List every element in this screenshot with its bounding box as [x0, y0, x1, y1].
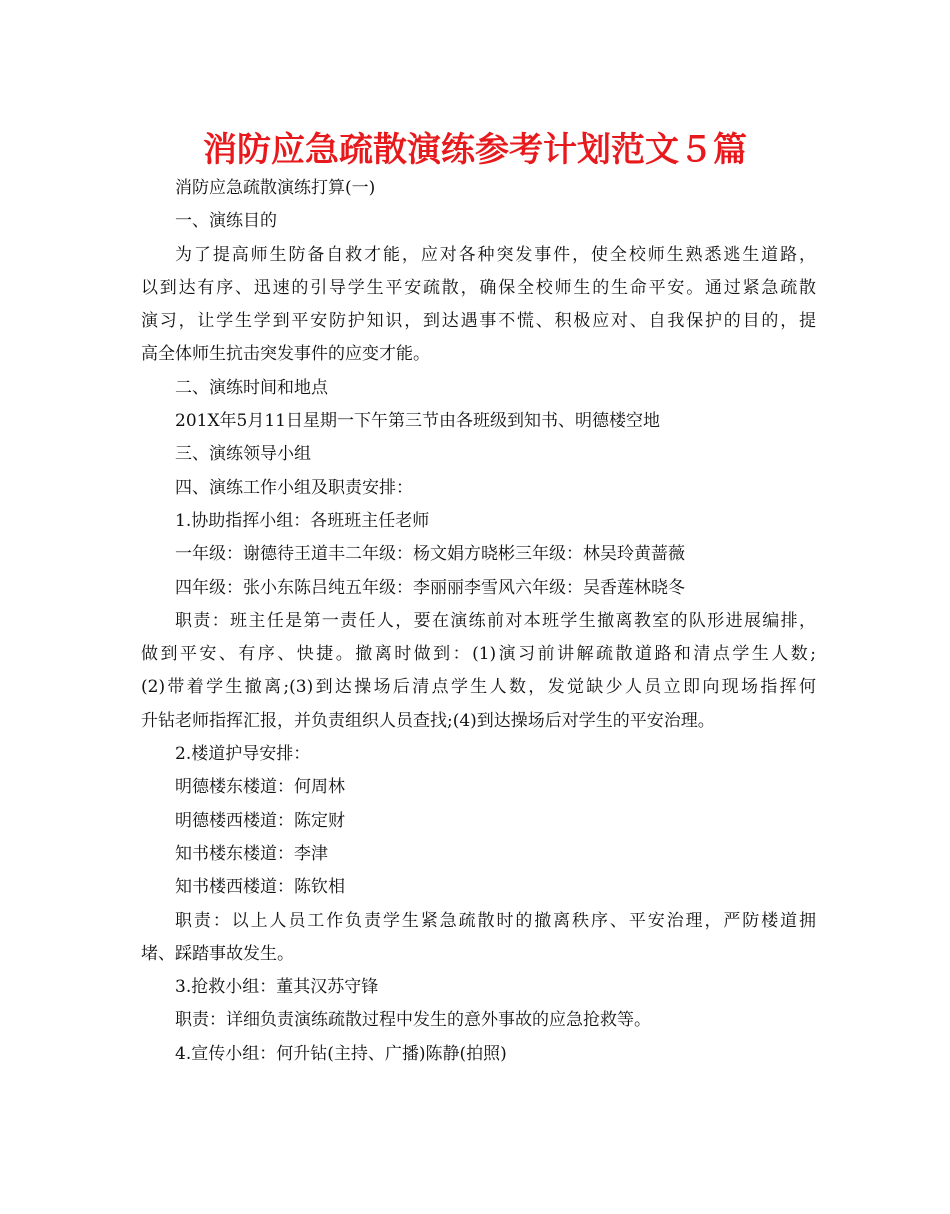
section-heading: 四、演练工作小组及职责安排： — [175, 477, 413, 498]
paragraph-line: 职责：班主任是第一责任人，要在演练前对本班学生撤离教室的队形进展编排， — [175, 610, 816, 631]
paragraph-line: 职责：详细负责演练疏散过程中发生的意外事故的应急抢救等。 — [175, 1010, 651, 1031]
paragraph-line: 职责：以上人员工作负责学生紧急疏散时的撤离秩序、平安治理，严防楼道拥 — [175, 910, 816, 931]
paragraph-line: 四年级：张小东陈吕纯五年级：李丽丽李雪风六年级：吴香莲林晓冬 — [175, 577, 685, 598]
paragraph-line: 以到达有序、迅速的引导学生平安疏散，确保全校师生的生命平安。通过紧急疏散 — [141, 277, 816, 298]
paragraph-line: 演习，让学生学到平安防护知识，到达遇事不慌、积极应对、自我保护的目的，提 — [141, 311, 816, 332]
paragraph-line: 201X年5月11日星期一下午第三节由各班级到知书、明德楼空地 — [175, 411, 660, 432]
paragraph-line: 知书楼西楼道：陈钦相 — [175, 877, 345, 898]
paragraph-line: 做到平安、有序、快捷。撤离时做到：(1)演习前讲解疏散道路和清点学生人数; — [141, 644, 816, 665]
paragraph-line: 明德楼西楼道：陈定财 — [175, 810, 345, 831]
paragraph-line: 升钻老师指挥汇报，并负责组织人员查找;(4)到达操场后对学生的平安治理。 — [141, 710, 715, 731]
section-heading: 三、演练领导小组 — [175, 444, 311, 465]
paragraph-line: 知书楼东楼道：李津 — [175, 843, 328, 864]
section-heading: 消防应急疏散演练打算(一) — [175, 178, 376, 198]
section-heading: 二、演练时间和地点 — [175, 377, 328, 398]
paragraph-line: 为了提高师生防备自救才能，应对各种突发事件，使全校师生熟悉逃生道路， — [175, 244, 816, 265]
paragraph-line: 2.楼道护导安排： — [175, 744, 311, 765]
paragraph-line: (2)带着学生撤离;(3)到达操场后清点学生人数，发觉缺少人员立即向现场指挥何 — [141, 677, 816, 698]
paragraph-line: 3.抢救小组：董其汉苏守锋 — [175, 977, 379, 998]
paragraph-line: 4.宣传小组：何升钻(主持、广播)陈静(拍照) — [175, 1043, 507, 1064]
paragraph-line: 高全体师生抗击突发事件的应变才能。 — [141, 344, 430, 365]
document-body — [141, 172, 816, 1071]
document-title: 消防应急疏散演练参考计划范文５篇 — [203, 130, 747, 170]
paragraph-line: 一年级：谢德待王道丰二年级：杨文娟方晓彬三年级：林吴玲黄蔷薇 — [175, 544, 685, 565]
paragraph-line: 1.协助指挥小组：各班班主任老师 — [175, 510, 430, 531]
paragraph-line: 明德楼东楼道：何周林 — [175, 777, 345, 798]
section-heading: 一、演练目的 — [175, 211, 277, 232]
paragraph-line: 堵、踩踏事故发生。 — [141, 943, 294, 964]
